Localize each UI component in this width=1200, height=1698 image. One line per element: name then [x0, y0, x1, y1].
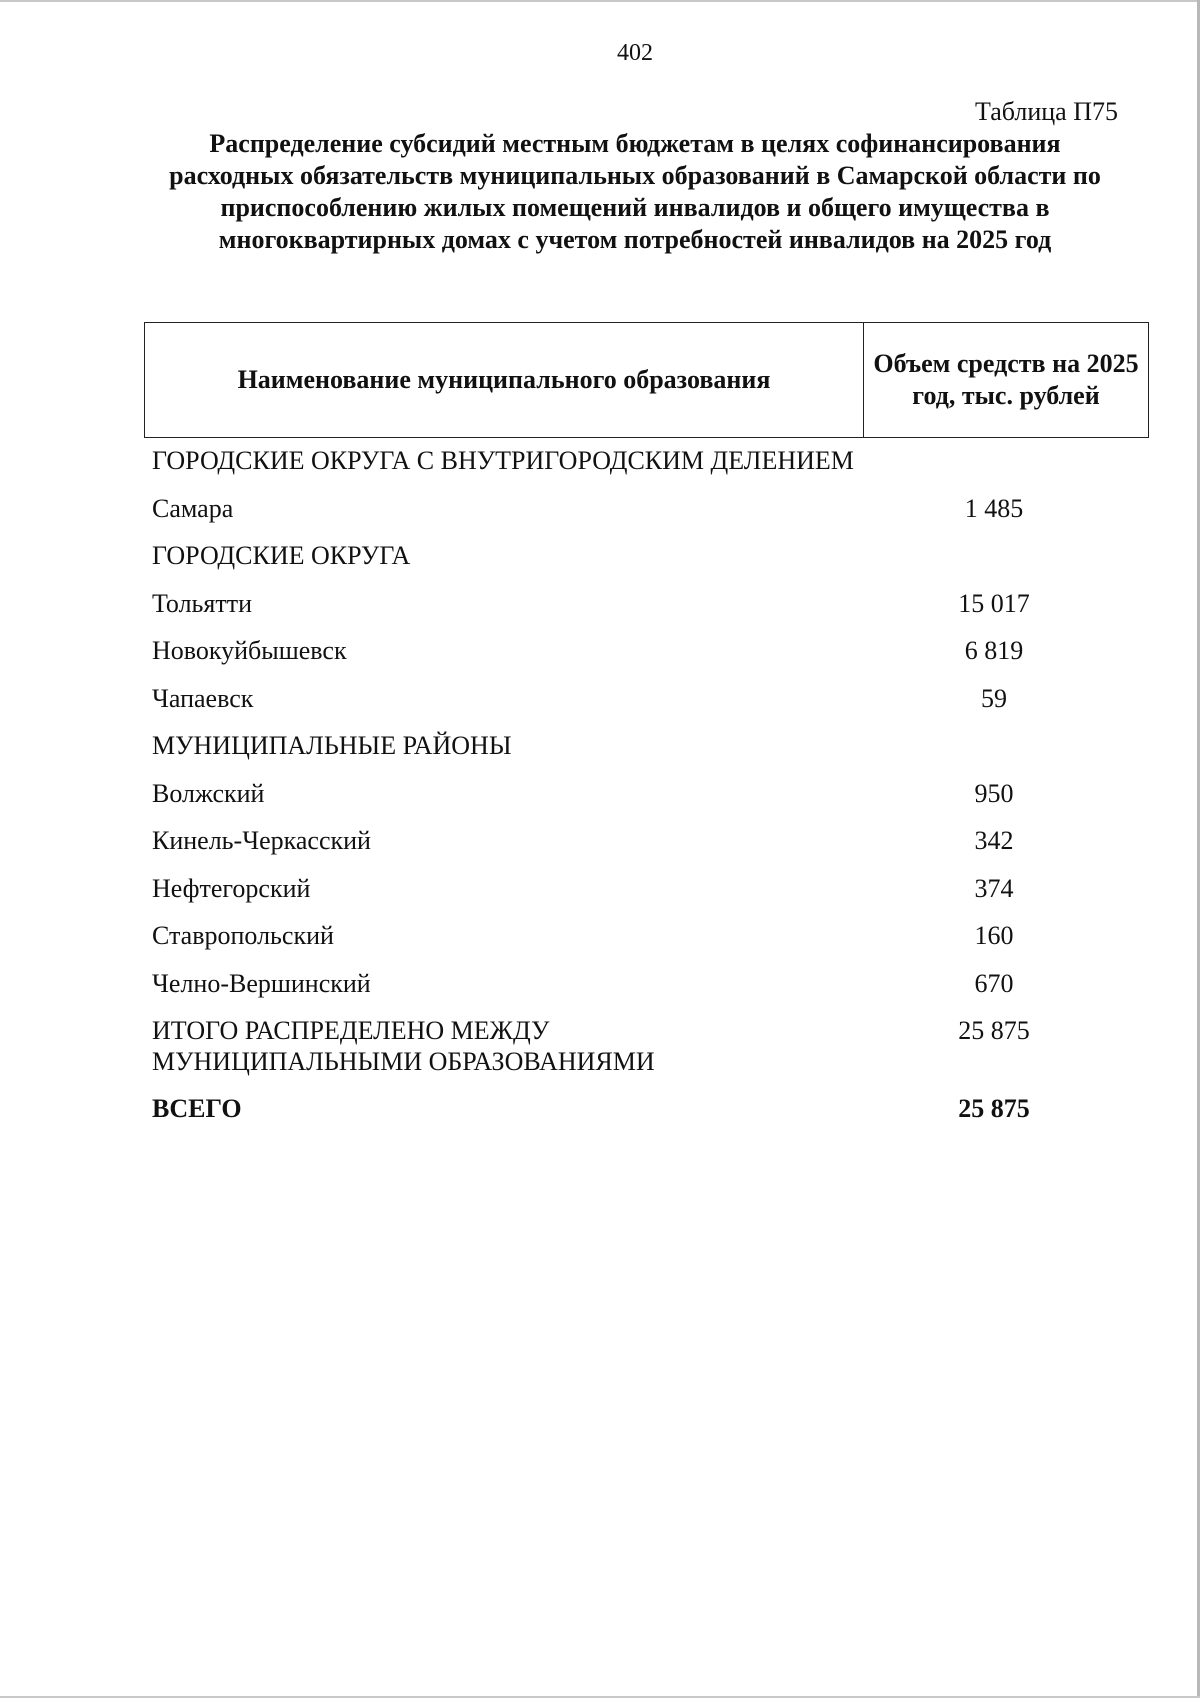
table-body: [152, 442, 1132, 1138]
page-number: 402: [617, 40, 653, 66]
table-row: [152, 822, 1132, 870]
row-amount: 342: [974, 826, 1014, 855]
row-name: Новокуйбышевск: [152, 636, 347, 665]
section-row-urban-districts-intracity: [152, 442, 1132, 490]
row-name: Кинель-Черкасский: [152, 826, 371, 855]
row-name: ГОРОДСКИЕ ОКРУГА: [152, 541, 411, 570]
row-name: Челно-Вершинский: [152, 968, 371, 998]
row-name: ИТОГО РАСПРЕДЕЛЕНО МЕЖДУ МУНИЦИПАЛЬНЫМИ ОБРАЗОВАНИЯМИ: [152, 1016, 655, 1076]
table-row: [152, 632, 1132, 680]
section-row-municipal-districts: [152, 727, 1132, 775]
row-amount: 15 017: [958, 588, 1030, 618]
row-amount: 25 875: [958, 1094, 1030, 1123]
table-row: [152, 870, 1132, 918]
row-amount: 950: [974, 778, 1014, 808]
row-amount: 25 875: [958, 1016, 1030, 1045]
section-row-urban-districts: [152, 537, 1132, 585]
row-amount: 59: [981, 683, 1007, 713]
table-row: [152, 965, 1132, 1013]
table-row: [152, 490, 1132, 538]
header-name-column: Наименование муниципального образования: [145, 323, 864, 437]
row-name: Ставропольский: [152, 921, 334, 950]
table-row: [152, 585, 1132, 633]
row-name: Волжский: [152, 778, 265, 808]
header-amount-column: Объем средств на 2025 год, тыс. рублей: [873, 349, 1139, 410]
row-name: Чапаевск: [152, 683, 254, 713]
table-header: [144, 322, 1149, 438]
subtotal-row: [152, 1012, 1132, 1090]
row-amount: 374: [974, 873, 1014, 903]
row-name: ГОРОДСКИЕ ОКРУГА С ВНУТРИГОРОДСКИМ ДЕЛЕНИЕМ: [152, 446, 854, 475]
row-amount: 160: [974, 921, 1014, 950]
table-row: [152, 917, 1132, 965]
row-amount: 6 819: [964, 636, 1024, 665]
total-row: [152, 1090, 1132, 1138]
scan-edge-top: [0, 0, 1200, 2]
row-name: Тольятти: [152, 588, 253, 618]
table-row: [152, 680, 1132, 728]
row-amount: 670: [974, 968, 1014, 998]
document-title: Распределение субсидий местным бюджетам в целях софинансирования расходных обязательств муниципальных образований в Самарской области по приспособлению жилых помещений инвалидов и общего имущества в многоквартирных домах с учетом потребностей инвалидов на 2025 год: [169, 129, 1101, 254]
row-name: Самара: [152, 493, 234, 523]
row-name: Нефтегорский: [152, 873, 311, 903]
row-name: ВСЕГО: [152, 1094, 242, 1123]
row-name: МУНИЦИПАЛЬНЫЕ РАЙОНЫ: [152, 731, 512, 760]
table-id: Таблица П75: [975, 97, 1118, 126]
row-amount: 1 485: [964, 493, 1024, 523]
table-row: [152, 775, 1132, 823]
